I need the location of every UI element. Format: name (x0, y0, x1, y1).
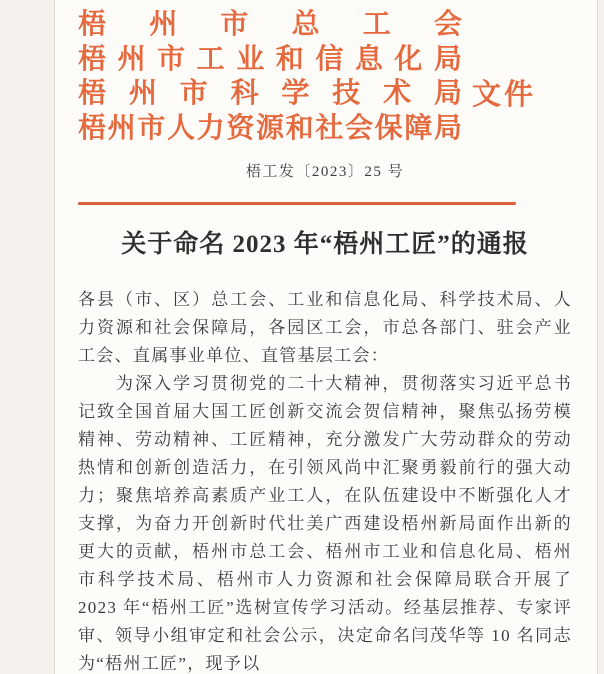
scan-edge-left (0, 0, 55, 674)
letterhead-agency-list (78, 8, 462, 146)
salutation-paragraph: 各县（市、区）总工会、工业和信息化局、科学技术局、人力资源和社会保障局，各园区工会，市总各部门、驻会产业工会、直属事业单位、直管基层工会： (78, 290, 572, 365)
document-number: 梧工发〔2023〕25 号 (245, 164, 405, 180)
document-title: 关于命名 2023 年“梧州工匠”的通报 (121, 231, 529, 258)
red-divider-line (78, 202, 516, 205)
agency-line-federation-of-trade-unions: 梧州市总工会 (78, 9, 462, 40)
document-page (78, 0, 572, 674)
document-type-label: 文件 (472, 79, 537, 111)
scan-edge-right (597, 0, 604, 674)
agency-line-science-technology-bureau: 梧州市科学技术局 (78, 78, 462, 109)
main-paragraph: 为深入学习贯彻党的二十大精神，贯彻落实习近平总书记致全国首届大国工匠创新交流会贺信精神，聚焦弘扬劳模精神、劳动精神、工匠精神，充分激发广大劳动群众的劳动热情和创新创造活力，在引领风尚中汇聚勇毅前行的强大动力；聚焦培养高素质产业工人，在队伍建设中不断强化人才支撑，为奋力开创新时代壮美广西建设梧州新局面作出新的更大的贡献，梧州市总工会、梧州市工业和信息化局、梧州市科学技术局、梧州市人力资源和社会保障局联合开展了 2023 年“梧州工匠”选树宣传学习活动。经基层推荐、专家评审、领导小组审定和社会公示，决定命名闫茂华等 10 名同志为“梧州工匠”，现予以 (78, 374, 572, 673)
agency-line-human-resources-bureau: 梧州市人力资源和社会保障局 (78, 112, 462, 144)
agency-line-industry-information-bureau: 梧州市工业和信息化局 (78, 43, 462, 75)
document-body (78, 286, 572, 674)
